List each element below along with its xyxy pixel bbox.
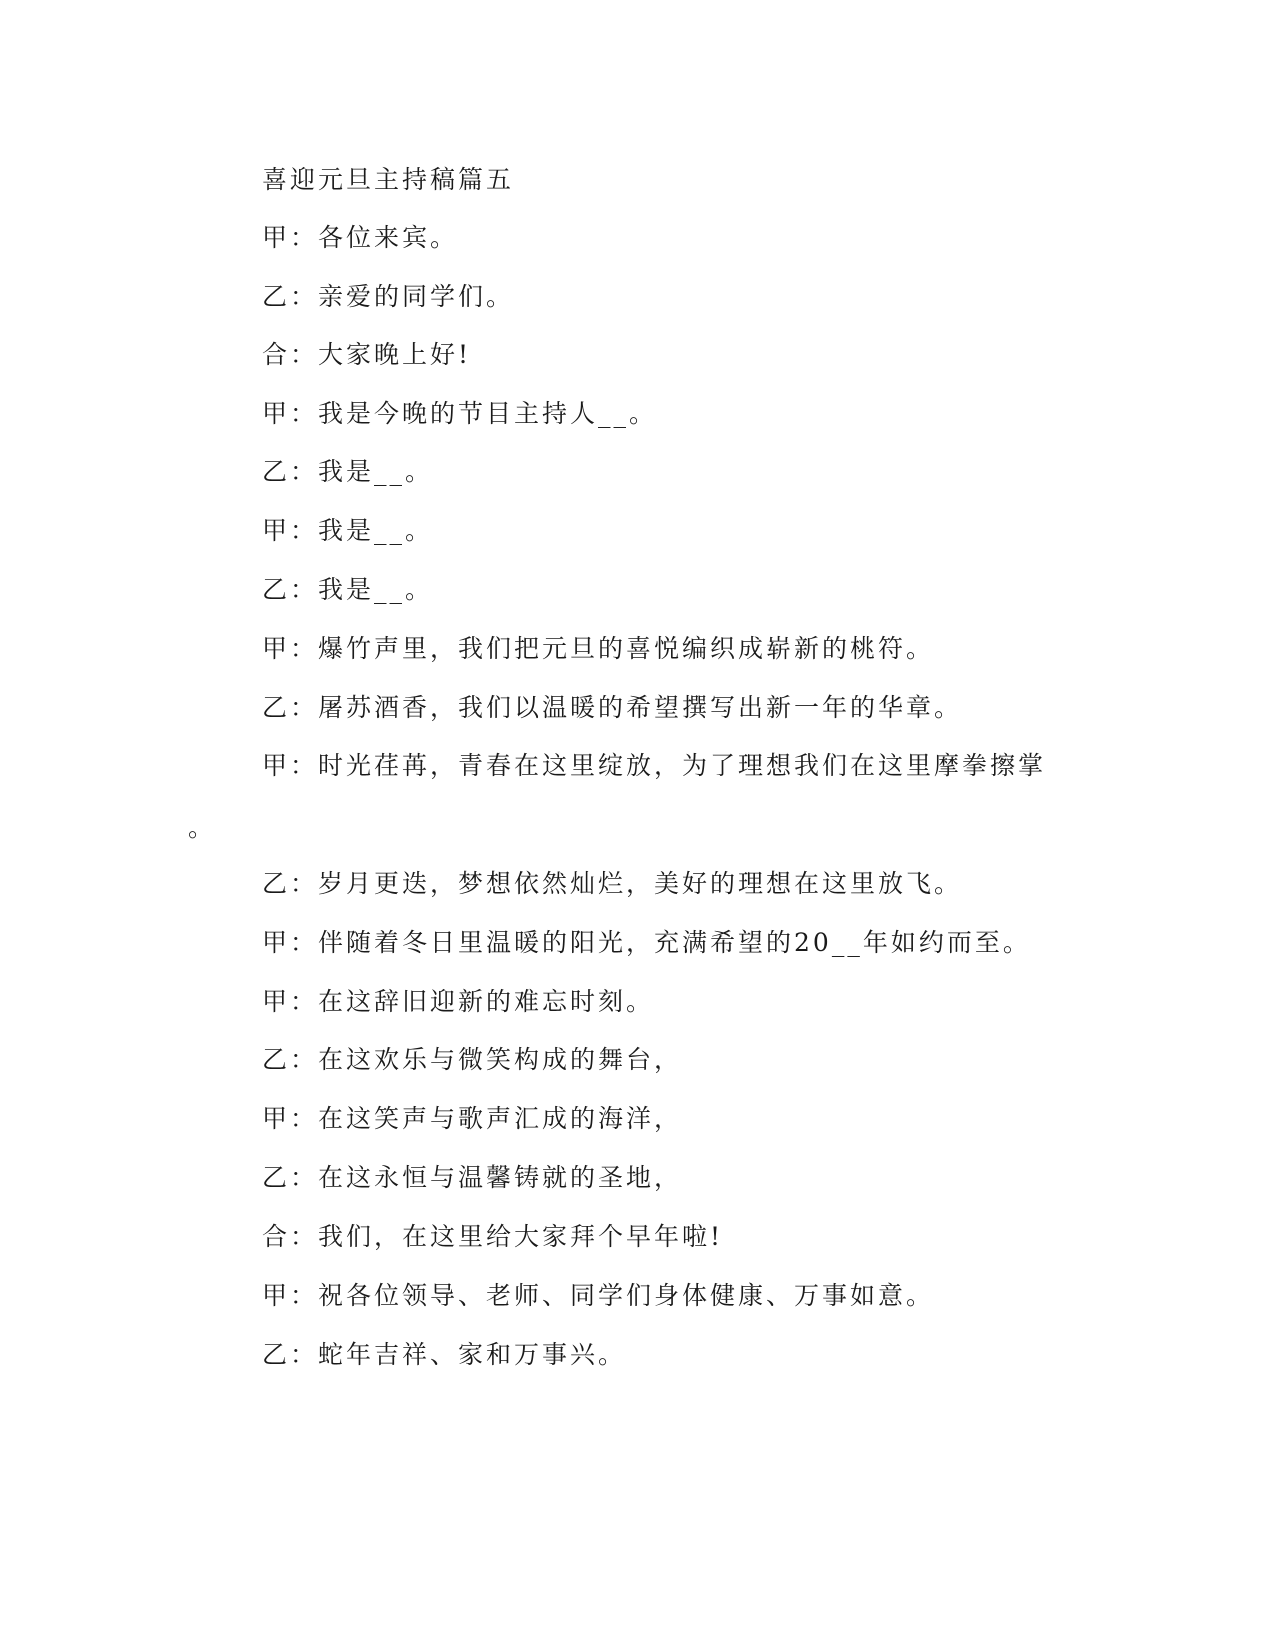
script-line: 甲：我是__。 xyxy=(262,516,434,545)
script-line: 甲：伴随着冬日里温暖的阳光，充满希望的20__年如约而至。 xyxy=(262,928,1031,957)
script-line: 乙：岁月更迭，梦想依然灿烂，美好的理想在这里放飞。 xyxy=(262,869,963,898)
script-line: 乙：屠苏酒香，我们以温暖的希望撰写出新一年的华章。 xyxy=(262,693,963,722)
script-line: 甲：我是今晚的节目主持人__。 xyxy=(262,399,658,428)
document-title: 喜迎元旦主持稿篇五 xyxy=(262,165,515,194)
script-line: 乙：亲爱的同学们。 xyxy=(262,282,515,311)
script-line: 合：大家晚上好! xyxy=(262,340,472,369)
script-line: 甲：在这辞旧迎新的难忘时刻。 xyxy=(262,987,655,1016)
script-line-continuation: 。 xyxy=(188,813,217,842)
script-line: 甲：在这笑声与歌声汇成的海洋， xyxy=(262,1104,683,1133)
script-line: 乙：在这永恒与温馨铸就的圣地， xyxy=(262,1163,683,1192)
script-line: 甲：祝各位领导、老师、同学们身体健康、万事如意。 xyxy=(262,1281,935,1310)
script-line: 合：我们，在这里给大家拜个早年啦! xyxy=(262,1222,724,1251)
script-line: 乙：我是__。 xyxy=(262,575,434,604)
script-line: 甲：爆竹声里，我们把元旦的喜悦编织成崭新的桃符。 xyxy=(262,634,935,663)
script-line: 甲：各位来宾。 xyxy=(262,223,459,252)
script-line: 乙：在这欢乐与微笑构成的舞台， xyxy=(262,1045,683,1074)
script-line: 乙：蛇年吉祥、家和万事兴。 xyxy=(262,1340,627,1369)
script-line: 乙：我是__。 xyxy=(262,457,434,486)
script-line: 甲：时光荏苒，青春在这里绽放，为了理想我们在这里摩拳擦掌 xyxy=(262,751,1047,780)
